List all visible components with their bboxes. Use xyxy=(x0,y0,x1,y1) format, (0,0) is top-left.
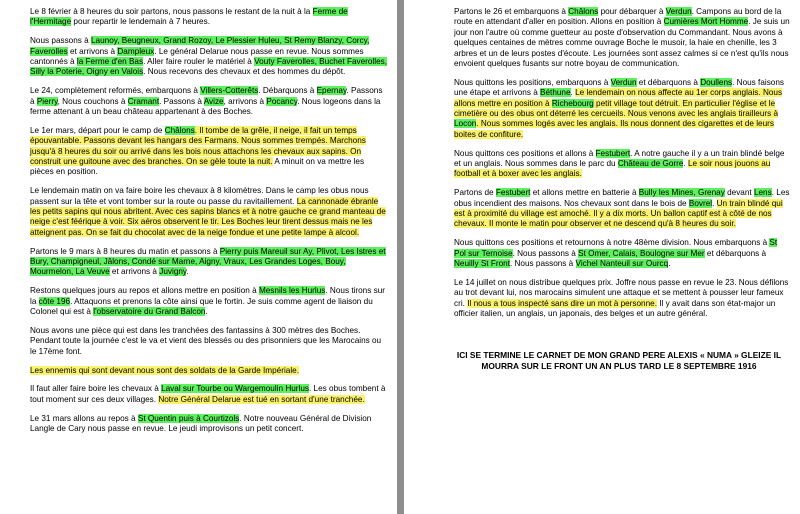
left-paragraph-11 xyxy=(30,414,387,435)
right-paragraph-5 xyxy=(454,238,790,269)
text-segment: . Nous logeons dans la ferme attenant à un beau château appartenant à des Boches. xyxy=(30,96,381,117)
text-segment: A minuit on va mettre les pièces en position. xyxy=(30,157,365,177)
text-segment: , arrivons à xyxy=(223,96,267,106)
left-paragraph-4 xyxy=(30,126,387,178)
text-segment: . Notre nouveau Général de Division Langle de Cary nous passe en revue. Le jeudi improvisons un petit concert. xyxy=(30,413,372,433)
left-paragraph-3 xyxy=(30,86,387,117)
passage-highlight: Il nous a tous inspecté sans dire un mot à personne. xyxy=(467,298,657,308)
passage-highlight: Les ennemis qui sont devant nous sont des soldats de la Garde Impériale. xyxy=(30,365,299,375)
place-name-highlight: l'observatoire du Grand Balcon xyxy=(93,307,206,317)
place-name-highlight: côte 196 xyxy=(38,296,71,306)
right-paragraph-1 xyxy=(454,7,790,69)
passage-highlight: Un train blindé qui est à proximité du village est amoché. Il y a dix morts. Un ballon captif est à côté de nos chevaux. Il monte le matin pour observer et ne descend qu'à 8 heures du soir. xyxy=(454,198,783,229)
place-name-highlight: Epernay xyxy=(316,86,347,96)
place-name-highlight: Pocancy xyxy=(266,96,298,106)
text-segment: . xyxy=(205,307,208,317)
place-name-highlight: la Ferme d'en Bas xyxy=(76,57,144,67)
text-segment: . Nous faisons une étape et arrivons à xyxy=(454,77,784,98)
text-segment: . xyxy=(712,198,717,208)
right-paragraph-6 xyxy=(454,278,790,320)
place-name-highlight: Locon xyxy=(454,119,477,129)
place-name-highlight: Béthune xyxy=(540,88,571,98)
text-segment: . Les obus incendient des maisons. Nos chevaux sont dans le bois de xyxy=(454,188,790,208)
text-segment: Restons quelques jours au repos et allons mettre en position à xyxy=(30,286,259,296)
place-name-highlight: St Pol sur Ternoise xyxy=(454,238,778,258)
place-name-highlight: Ferme de l'Hermitage xyxy=(30,7,348,27)
text-segment: . xyxy=(186,267,189,277)
text-segment: Nous passons à xyxy=(30,36,91,46)
place-name-highlight: Pierry xyxy=(36,96,58,106)
place-name-highlight: Verdun xyxy=(665,7,692,16)
place-name-highlight: Dampleux xyxy=(117,46,155,56)
place-name-highlight: Vouty Faverolles, Buchet Faverolles, Silly la Poterie, Oigny en Valois xyxy=(30,57,387,77)
place-name-highlight: Châlons xyxy=(568,7,599,16)
place-name-highlight: Cumières Mort Homme xyxy=(663,17,749,27)
place-name-highlight: Avize xyxy=(203,96,224,106)
place-name-highlight: Neuilly St Front xyxy=(454,259,510,269)
text-segment: . Campons au bord de la route en attendant d'aller en position. Allons en position à xyxy=(454,7,782,27)
place-name-highlight: St Quentin puis à Courtizols xyxy=(137,413,240,423)
text-segment: et allons mettre en batterie à xyxy=(530,188,639,198)
closing-statement: ICI SE TERMINE LE CARNET DE MON GRAND PERE ALEXIS « NUMA » GLEIZE IL MOURRA SUR LE FRONT UN AN PLUS TARD LE 8 SEPTEMBRE 1916 xyxy=(456,349,782,371)
place-name-highlight: Launoy, Beugneux, Grand Rozoy, Le Plessier Huleu, St Remy Blanzy, Corcy, Faverolles xyxy=(30,36,370,56)
text-segment: Il faut aller faire boire les chevaux à xyxy=(30,384,162,394)
text-segment: Le lendemain matin on va faire boire les chevaux à 8 kilomètres. Dans le camp les obus nous passent sur la tête et vont tomber sur la route ou passe du ravitaillement. xyxy=(30,186,369,206)
place-name-highlight: Bovrel xyxy=(688,198,713,208)
text-segment: Il y avait dans son état-major un officier italien, un anglais, un japonais, des belges et un autre général. xyxy=(454,298,776,319)
place-name-highlight: Bully les Mines, Grenay xyxy=(638,188,725,198)
right-page-body xyxy=(454,7,790,320)
place-name-highlight: Juvigny xyxy=(159,267,187,277)
text-segment: Le 8 février à 8 heures du soir partons, nous passons le restant de la nuit à la xyxy=(30,7,313,16)
left-paragraph-6 xyxy=(30,247,387,278)
text-segment: Le 31 mars allons au repos à xyxy=(30,413,138,423)
left-paragraph-2 xyxy=(30,36,387,78)
text-segment: . Attaquons et prenons la côte ainsi que le fortin. Je suis comme agent de liaison du Colonel qui est à xyxy=(30,296,373,317)
text-segment: . Nous tirons sur la xyxy=(30,286,385,306)
text-segment: . Je suis un jour non l'autre où comme guetteur au poste d'observation du Commandant. Nous avons à quelques centaines de mètres comme ouvrage Boche le musoir, la haie en chenille, les 3 arbres et un de leurs postes d'écoute. Les journées sont assez calmes si ce n'est qu'ils nous envoient quelques fusants sur notre boyau de communication. xyxy=(454,17,790,69)
place-name-highlight: Festubert xyxy=(495,188,531,198)
text-segment: et débarquons à xyxy=(636,77,701,87)
place-name-highlight: Richebourg xyxy=(551,98,594,108)
left-paragraph-5 xyxy=(30,186,387,238)
place-name-highlight: Mesnils les Hurlus xyxy=(258,286,326,296)
place-name-highlight: St Omer, Calais, Boulogne sur Mer xyxy=(578,248,705,258)
place-name-highlight: Château de Gorre xyxy=(617,159,684,169)
text-segment: et arrivons à xyxy=(109,267,160,277)
text-segment: . Nous recevons des chevaux et des hommes du dépôt. xyxy=(143,67,346,77)
text-segment: . Nous passons à xyxy=(509,259,576,269)
place-name-highlight: Villers-Cotterêts xyxy=(200,86,259,96)
text-segment: . xyxy=(570,88,576,98)
text-segment: . Les obus tombent à tout moment sur ces deux villages. xyxy=(30,384,386,404)
place-name-highlight: Doullens xyxy=(700,77,733,87)
place-name-highlight: Cramant xyxy=(127,96,160,106)
passage-highlight: Notre Général Delarue est tué en sortant d'une tranchée. xyxy=(158,394,365,404)
left-paragraph-8 xyxy=(30,326,387,357)
text-segment: Partons le 9 mars à 8 heures du matin et passons à xyxy=(30,246,220,256)
text-segment: , Nous couchons à xyxy=(57,96,128,106)
place-name-highlight: Châlons xyxy=(164,125,195,135)
text-segment: et arrivons à xyxy=(67,46,118,56)
text-segment: . Aller faire rouler le matériel à xyxy=(143,57,255,67)
place-name-highlight: Verdun xyxy=(610,77,637,87)
text-segment: . A notre gauche il y a un train blindé belge et un anglais. Nous sommes dans le parc du xyxy=(454,148,785,169)
text-segment: Nous quittons les positions, embarquons à xyxy=(454,77,611,87)
text-segment: . xyxy=(683,159,688,169)
right-page xyxy=(404,0,800,514)
passage-highlight: La cannonade ébranle les petits sapins qui nous abritent. Avec ces sapins blancs et à notre gauche ce grand manteau de neige c'est féérique à voir. Six aéros observent le tir. Les Boches leur tirent dessus mais ne les atteignent pas. On se fait du chocolat avec de la neige fondue et une petite lampe à alcool. xyxy=(30,196,386,237)
text-segment: et débarquons à xyxy=(704,248,767,258)
left-paragraph-1 xyxy=(30,7,387,28)
passage-highlight: . Il tombe de la grêle, il neige, il fait un temps épouvantable. Passons devant les hangars des Farmans. Nous sommes trempés. Marchons jusqu'à 8 heures du soir ou arrivé dans les bois nous attachons les chevaux aux sapins. On construit une guitoune avec des branches. On se gèle toute la nuit. xyxy=(30,125,366,167)
left-paragraph-9 xyxy=(30,366,387,376)
text-segment: devant xyxy=(724,188,754,198)
text-segment: Partons de xyxy=(454,188,496,198)
text-segment: Le 24, complètement reformés, embarquons à xyxy=(30,86,201,96)
right-paragraph-2 xyxy=(454,78,790,140)
text-segment: . Passons à xyxy=(30,86,383,106)
text-segment: Le 1er mars, départ pour le camp de xyxy=(30,125,165,135)
text-segment: pour débarquer à xyxy=(598,7,666,16)
place-name-highlight: Festubert xyxy=(595,148,631,158)
place-name-highlight: Lens xyxy=(753,188,772,198)
passage-highlight: . Nous sommes logés avec les anglais. Ils nous donnent des cigarettes et de leurs boites de confiture. xyxy=(454,119,774,139)
text-segment: . Le général Delarue nous passe en revue. Nous sommes cantonnés à xyxy=(30,46,364,67)
passage-highlight: petit village tout détruit. En particulier l'église et le cimetière ou des obus ont déterré les cercueils. Nous venons avec les anglais tirailleurs à xyxy=(454,98,779,119)
text-segment: . Nous passons à xyxy=(512,248,579,258)
text-segment: Partons le 26 et embarquons à xyxy=(454,7,569,16)
text-segment: pour repartir le lendemain à 7 heures. xyxy=(71,17,210,27)
place-name-highlight: Vichel Nanteuil sur Ourcq xyxy=(575,259,669,269)
text-segment: . Passons à xyxy=(159,96,204,106)
text-segment: Nous quittons ces positions et retournons à notre 48ème division. Nous embarquons à xyxy=(454,238,770,248)
text-segment: Nous quittons ces positions et allons à xyxy=(454,148,596,158)
right-paragraph-3 xyxy=(454,149,790,180)
text-segment: . xyxy=(668,259,671,269)
left-paragraph-7 xyxy=(30,286,387,317)
place-name-highlight: Pierry puis Mareuil sur Ay, Plivot, Les Istres et Bury, Champigneul, Jâlons, Condé sur Marne, Aigny, Vraux, Les Grandes Loges, Bouy, Mourmelon, La Veuve xyxy=(30,246,386,277)
passage-highlight: Le soir nous jouons au football et à boxer avec les anglais. xyxy=(454,159,771,179)
left-page xyxy=(0,0,397,514)
place-name-highlight: Laval sur Tourbe ou Wargemoulin Hurlus xyxy=(161,384,309,394)
left-paragraph-10 xyxy=(30,384,387,405)
right-paragraph-4 xyxy=(454,188,790,230)
text-segment: Le 14 juillet on nous distribue quelques prix. Joffre nous passe en revue le 23. Nous défilons au trot devant lui, nos marocains simulent une attaque et se mettent à pousser leur fameux cri. xyxy=(454,277,789,308)
text-segment: Nous avons une pièce qui est dans les tranchées des fantassins à 300 mètres des Boches. Pendant toute la journée c'est le va et vient des blessés ou des prisonniers que les Marocains ou le 17ème font. xyxy=(30,325,382,356)
text-segment: . Débarquons à xyxy=(258,86,317,96)
passage-highlight: Le lendemain on nous affecte au 1er corps anglais. Nous allons mettre en position à xyxy=(454,88,783,108)
